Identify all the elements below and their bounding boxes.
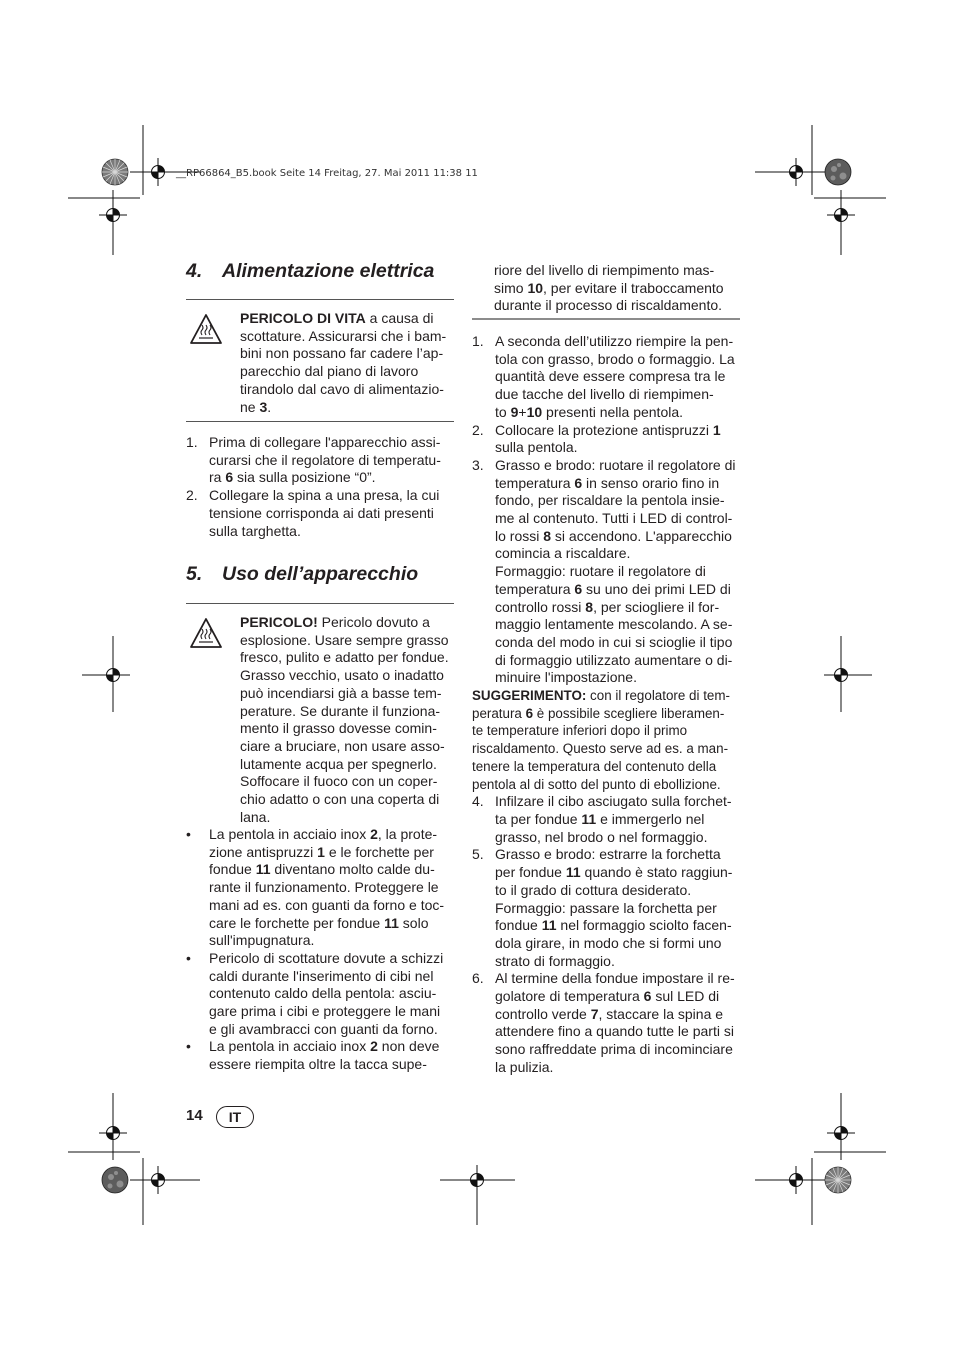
text-line: ne bbox=[240, 398, 260, 415]
text-line: Pericolo dovuto a bbox=[317, 614, 430, 630]
text-line: conda del modo in cui si scioglie il tipo bbox=[495, 633, 733, 650]
section-4-heading bbox=[186, 260, 434, 283]
text-line: lo rossi bbox=[495, 527, 544, 544]
text-line: in senso orario fino in bbox=[582, 474, 720, 491]
step-number: 5. bbox=[472, 846, 484, 863]
text-line: contenuto caldo della pentola: asciu- bbox=[209, 985, 437, 1002]
step-number: 2. bbox=[472, 421, 484, 438]
text-line: me al contenuto. Tutti i LED di control- bbox=[495, 510, 733, 527]
text-line: rante il funzionamento. Proteggere le bbox=[209, 879, 439, 896]
hot-surface-warning-icon bbox=[189, 617, 223, 649]
divider bbox=[186, 603, 454, 604]
text-line: e immergerlo nel bbox=[596, 810, 705, 827]
text-line: temperatura bbox=[495, 580, 575, 597]
part-ref: 11 bbox=[541, 917, 557, 934]
text-line: fresco, pulito e adatto per fondue. bbox=[240, 649, 449, 666]
text-line: . bbox=[267, 398, 272, 415]
text-line: to il grado di cottura desiderato. bbox=[495, 881, 692, 898]
text-line: care le forchette per fondue bbox=[209, 914, 385, 931]
text-line: sono raffreddate prima di incominciare bbox=[495, 1041, 733, 1058]
text-line: Pericolo di scottature dovute a schizzi bbox=[209, 949, 444, 966]
text-line: strato di formaggio. bbox=[495, 952, 615, 969]
list-item bbox=[472, 793, 744, 846]
part-ref: 11 bbox=[384, 914, 399, 931]
safety-bullets bbox=[186, 826, 458, 1074]
part-ref: 2 bbox=[370, 826, 378, 842]
tip-block bbox=[472, 687, 744, 793]
list-item bbox=[472, 422, 744, 457]
text-line: non deve bbox=[377, 1038, 440, 1055]
text-line: su uno dei primi LED di bbox=[582, 580, 731, 597]
text-line: chio adatto o con una coperta di bbox=[240, 791, 440, 808]
text-line: golatore di temperatura bbox=[495, 988, 644, 1005]
warning-explosion bbox=[240, 614, 456, 826]
part-ref: 2 bbox=[370, 1038, 378, 1055]
part-ref: 11 bbox=[565, 864, 581, 881]
text-line: , per sciogliere il for- bbox=[593, 598, 720, 615]
text-line: quando è stato raggiun- bbox=[580, 864, 733, 881]
step-number: 1. bbox=[186, 434, 198, 450]
part-ref: 6 bbox=[643, 988, 652, 1005]
warning-electrical bbox=[240, 310, 456, 416]
list-item bbox=[472, 457, 744, 687]
hot-surface-warning-icon bbox=[189, 313, 223, 345]
text-line: parecchio dal piano di lavoro bbox=[240, 363, 419, 380]
page-number: 14 bbox=[186, 1107, 203, 1124]
continuation-text bbox=[494, 262, 744, 315]
text-line: bini non possano far cadere l’ap- bbox=[240, 345, 444, 362]
text-line: Formaggio: ruotare il regolatore di bbox=[495, 563, 706, 580]
text-line: Grasso e brodo: estrarre la forchetta bbox=[495, 846, 721, 863]
text-line: per fondue bbox=[495, 864, 566, 881]
part-ref: 1 bbox=[712, 421, 721, 438]
text-line: , la prote- bbox=[377, 826, 438, 842]
list-item bbox=[472, 846, 744, 970]
text-line: con il regolatore di tem- bbox=[586, 688, 730, 704]
text-line: essere riempita oltre la tacca supe- bbox=[209, 1056, 427, 1073]
text-line: curarsi che il regolatore di temperatu- bbox=[209, 451, 441, 468]
text-line: lutamente acqua per spegnerlo. bbox=[240, 755, 437, 772]
text-line: tenere la temperatura del contenuto della bbox=[472, 758, 717, 774]
text-line: ciare a bruciare, non usare asso- bbox=[240, 737, 445, 754]
tip-label: SUGGERIMENTO: bbox=[472, 688, 587, 704]
text-line: esplosione. Usare sempre grasso bbox=[240, 631, 449, 648]
text-line: e le forchette per bbox=[324, 843, 434, 860]
text-line: Soffocare il fuoco con un coper- bbox=[240, 773, 438, 790]
text-line: temperatura bbox=[495, 474, 575, 491]
text-line: due tacche del livello di riempimen- bbox=[495, 386, 714, 403]
section-5-number: 5. bbox=[186, 563, 203, 585]
text-line: può incendiarsi già a basse tem- bbox=[240, 684, 442, 701]
divider bbox=[186, 299, 454, 300]
text-line: gare prima i cibi e proteggere le mani bbox=[209, 1003, 441, 1020]
text-line: nel formaggio sciolto facen- bbox=[556, 917, 732, 934]
text-line: presenti nella pentola. bbox=[542, 403, 684, 420]
text-line: Formaggio: passare la forchetta per bbox=[495, 899, 717, 916]
part-ref: 6 bbox=[225, 469, 234, 486]
text-line: sulla pentola. bbox=[495, 439, 578, 456]
part-ref: 6 bbox=[574, 474, 583, 491]
text-line: si accendono. L'apparecchio bbox=[551, 527, 732, 544]
language-badge: IT bbox=[216, 1106, 254, 1128]
part-ref: 3 bbox=[259, 398, 268, 415]
section-4-number: 4. bbox=[186, 260, 203, 282]
divider bbox=[472, 318, 740, 320]
print-slug: __RP66864_B5.book Seite 14 Freitag, 27. Mai 2011 11:38 11 bbox=[176, 168, 478, 179]
text-line: Grasso e brodo: ruotare il regolatore di bbox=[495, 456, 736, 473]
divider bbox=[186, 421, 454, 422]
section-4-title: Alimentazione elettrica bbox=[222, 260, 435, 282]
part-ref: 6 bbox=[574, 580, 583, 597]
text-line: zione antispruzzi bbox=[209, 843, 318, 860]
text-line: fondue bbox=[495, 917, 542, 934]
part-ref: 9 bbox=[510, 403, 519, 420]
text-line: La pentola in acciaio inox bbox=[209, 826, 371, 842]
text-line: caldi durante l'inserimento di cibi nel bbox=[209, 967, 434, 984]
bullet: • bbox=[186, 826, 191, 842]
bullet: • bbox=[186, 949, 191, 966]
part-ref: 11 bbox=[255, 861, 271, 878]
section-5-title: Uso dell’apparecchio bbox=[222, 563, 419, 585]
step-number: 2. bbox=[186, 487, 198, 504]
text-line: minuire l'impostazione. bbox=[495, 669, 637, 686]
text-line: dola girare, in modo che si formi uno bbox=[495, 934, 722, 951]
text-line: riscaldamento. Questo serve ad es. a man- bbox=[472, 741, 729, 757]
text-line: solo bbox=[398, 914, 429, 931]
text-line: fondo, per riscaldare la pentola insie- bbox=[495, 492, 725, 509]
text-line: sul LED di bbox=[651, 988, 720, 1005]
text-line: to bbox=[495, 403, 511, 420]
text-line: comincia a riscaldare. bbox=[495, 545, 631, 562]
text-line: controllo verde bbox=[495, 1005, 591, 1022]
text-line: sull'impugnatura. bbox=[209, 932, 315, 949]
text-line: sia sulla posizione “0”. bbox=[233, 469, 376, 486]
step-number: 1. bbox=[472, 333, 484, 349]
text-line: tola con grasso, brodo o formaggio. La bbox=[495, 350, 735, 367]
text-line: quantità deve essere compresa tra le bbox=[495, 368, 726, 385]
list-item bbox=[472, 970, 744, 1076]
part-ref: 7 bbox=[590, 1005, 599, 1022]
step-number: 6. bbox=[472, 970, 484, 987]
text-line: di formaggio utilizzato aumentare o di- bbox=[495, 651, 733, 668]
warning-label: PERICOLO DI VITA bbox=[240, 310, 366, 326]
text-line: controllo rossi bbox=[495, 598, 586, 615]
warning-label: PERICOLO! bbox=[240, 614, 318, 630]
text-line: riore del livello di riempimento mas- bbox=[494, 262, 715, 278]
text-line: Al termine della fondue impostare il re- bbox=[495, 970, 735, 987]
part-ref: 8 bbox=[543, 527, 552, 544]
text-line: + bbox=[518, 403, 527, 420]
part-ref: 10 bbox=[527, 279, 544, 296]
text-line: è possibile scegliere liberamen- bbox=[533, 705, 725, 721]
text-line: lana. bbox=[240, 808, 271, 825]
list-item bbox=[186, 950, 458, 1039]
text-line: La pentola in acciaio inox bbox=[209, 1038, 371, 1055]
text-line: e gli avambracci con guanti da forno. bbox=[209, 1020, 438, 1037]
text-line: Collegare la spina a una presa, la cui bbox=[209, 487, 440, 504]
text-line: Infilzare il cibo asciugato sulla forchet- bbox=[495, 793, 732, 810]
electrical-steps bbox=[186, 434, 458, 540]
part-ref: 11 bbox=[581, 810, 597, 827]
text-line: Grasso vecchio, usato o inadatto bbox=[240, 667, 444, 684]
text-line: attendere fino a quando tutte le parti si bbox=[495, 1023, 734, 1040]
text-line: Collocare la protezione antispruzzi bbox=[495, 421, 713, 438]
text-line: tirandolo dal cavo di alimentazio- bbox=[240, 380, 444, 397]
list-item bbox=[472, 333, 744, 422]
part-ref: 10 bbox=[526, 403, 543, 420]
part-ref: 6 bbox=[525, 705, 534, 721]
list-item bbox=[186, 826, 458, 950]
step-number: 3. bbox=[472, 456, 484, 473]
text-line: pentola al di sotto del punto di ebollizione. bbox=[472, 776, 721, 792]
text-line: grasso, nel brodo o nel formaggio. bbox=[495, 828, 708, 845]
list-item bbox=[186, 1038, 458, 1073]
text-line: sulla targhetta. bbox=[209, 522, 301, 539]
text-line: maggio lentamente mescolando. A se- bbox=[495, 616, 733, 633]
text-line: Prima di collegare l'apparecchio assi- bbox=[209, 434, 441, 450]
part-ref: 1 bbox=[317, 843, 325, 860]
text-line: mani ad es. con guanti da forno e toc- bbox=[209, 896, 445, 913]
text-line: , staccare la spina e bbox=[598, 1005, 724, 1022]
text-line: scottature. Assicurarsi che i bam- bbox=[240, 327, 447, 344]
text-line: durante il processo di riscaldamento. bbox=[494, 297, 723, 314]
text-line: te temperature inferiori dopo il primo bbox=[472, 723, 688, 739]
part-ref: 8 bbox=[585, 598, 594, 615]
text-line: A seconda dell’utilizzo riempire la pen- bbox=[495, 333, 734, 349]
text-line: ra bbox=[209, 469, 226, 486]
section-5-heading bbox=[186, 563, 418, 586]
text-line: , per evitare il traboccamento bbox=[543, 279, 724, 296]
text-line: ta per fondue bbox=[495, 810, 582, 827]
text-line: perature. Se durante il funziona- bbox=[240, 702, 441, 719]
text-line: simo bbox=[494, 279, 528, 296]
text-line: fondue bbox=[209, 861, 256, 878]
usage-steps bbox=[472, 333, 744, 1077]
text-line: la pulizia. bbox=[495, 1058, 554, 1075]
text-line: mento il grasso dovesse comin- bbox=[240, 720, 437, 737]
list-item bbox=[186, 487, 458, 540]
text-line: tensione corrisponda ai dati presenti bbox=[209, 504, 434, 521]
text-line: peratura bbox=[472, 705, 526, 721]
list-item bbox=[186, 434, 458, 487]
bullet: • bbox=[186, 1038, 191, 1055]
text-line: diventano molto calde du- bbox=[270, 861, 435, 878]
text-line: a causa di bbox=[365, 310, 434, 326]
step-number: 4. bbox=[472, 793, 484, 810]
